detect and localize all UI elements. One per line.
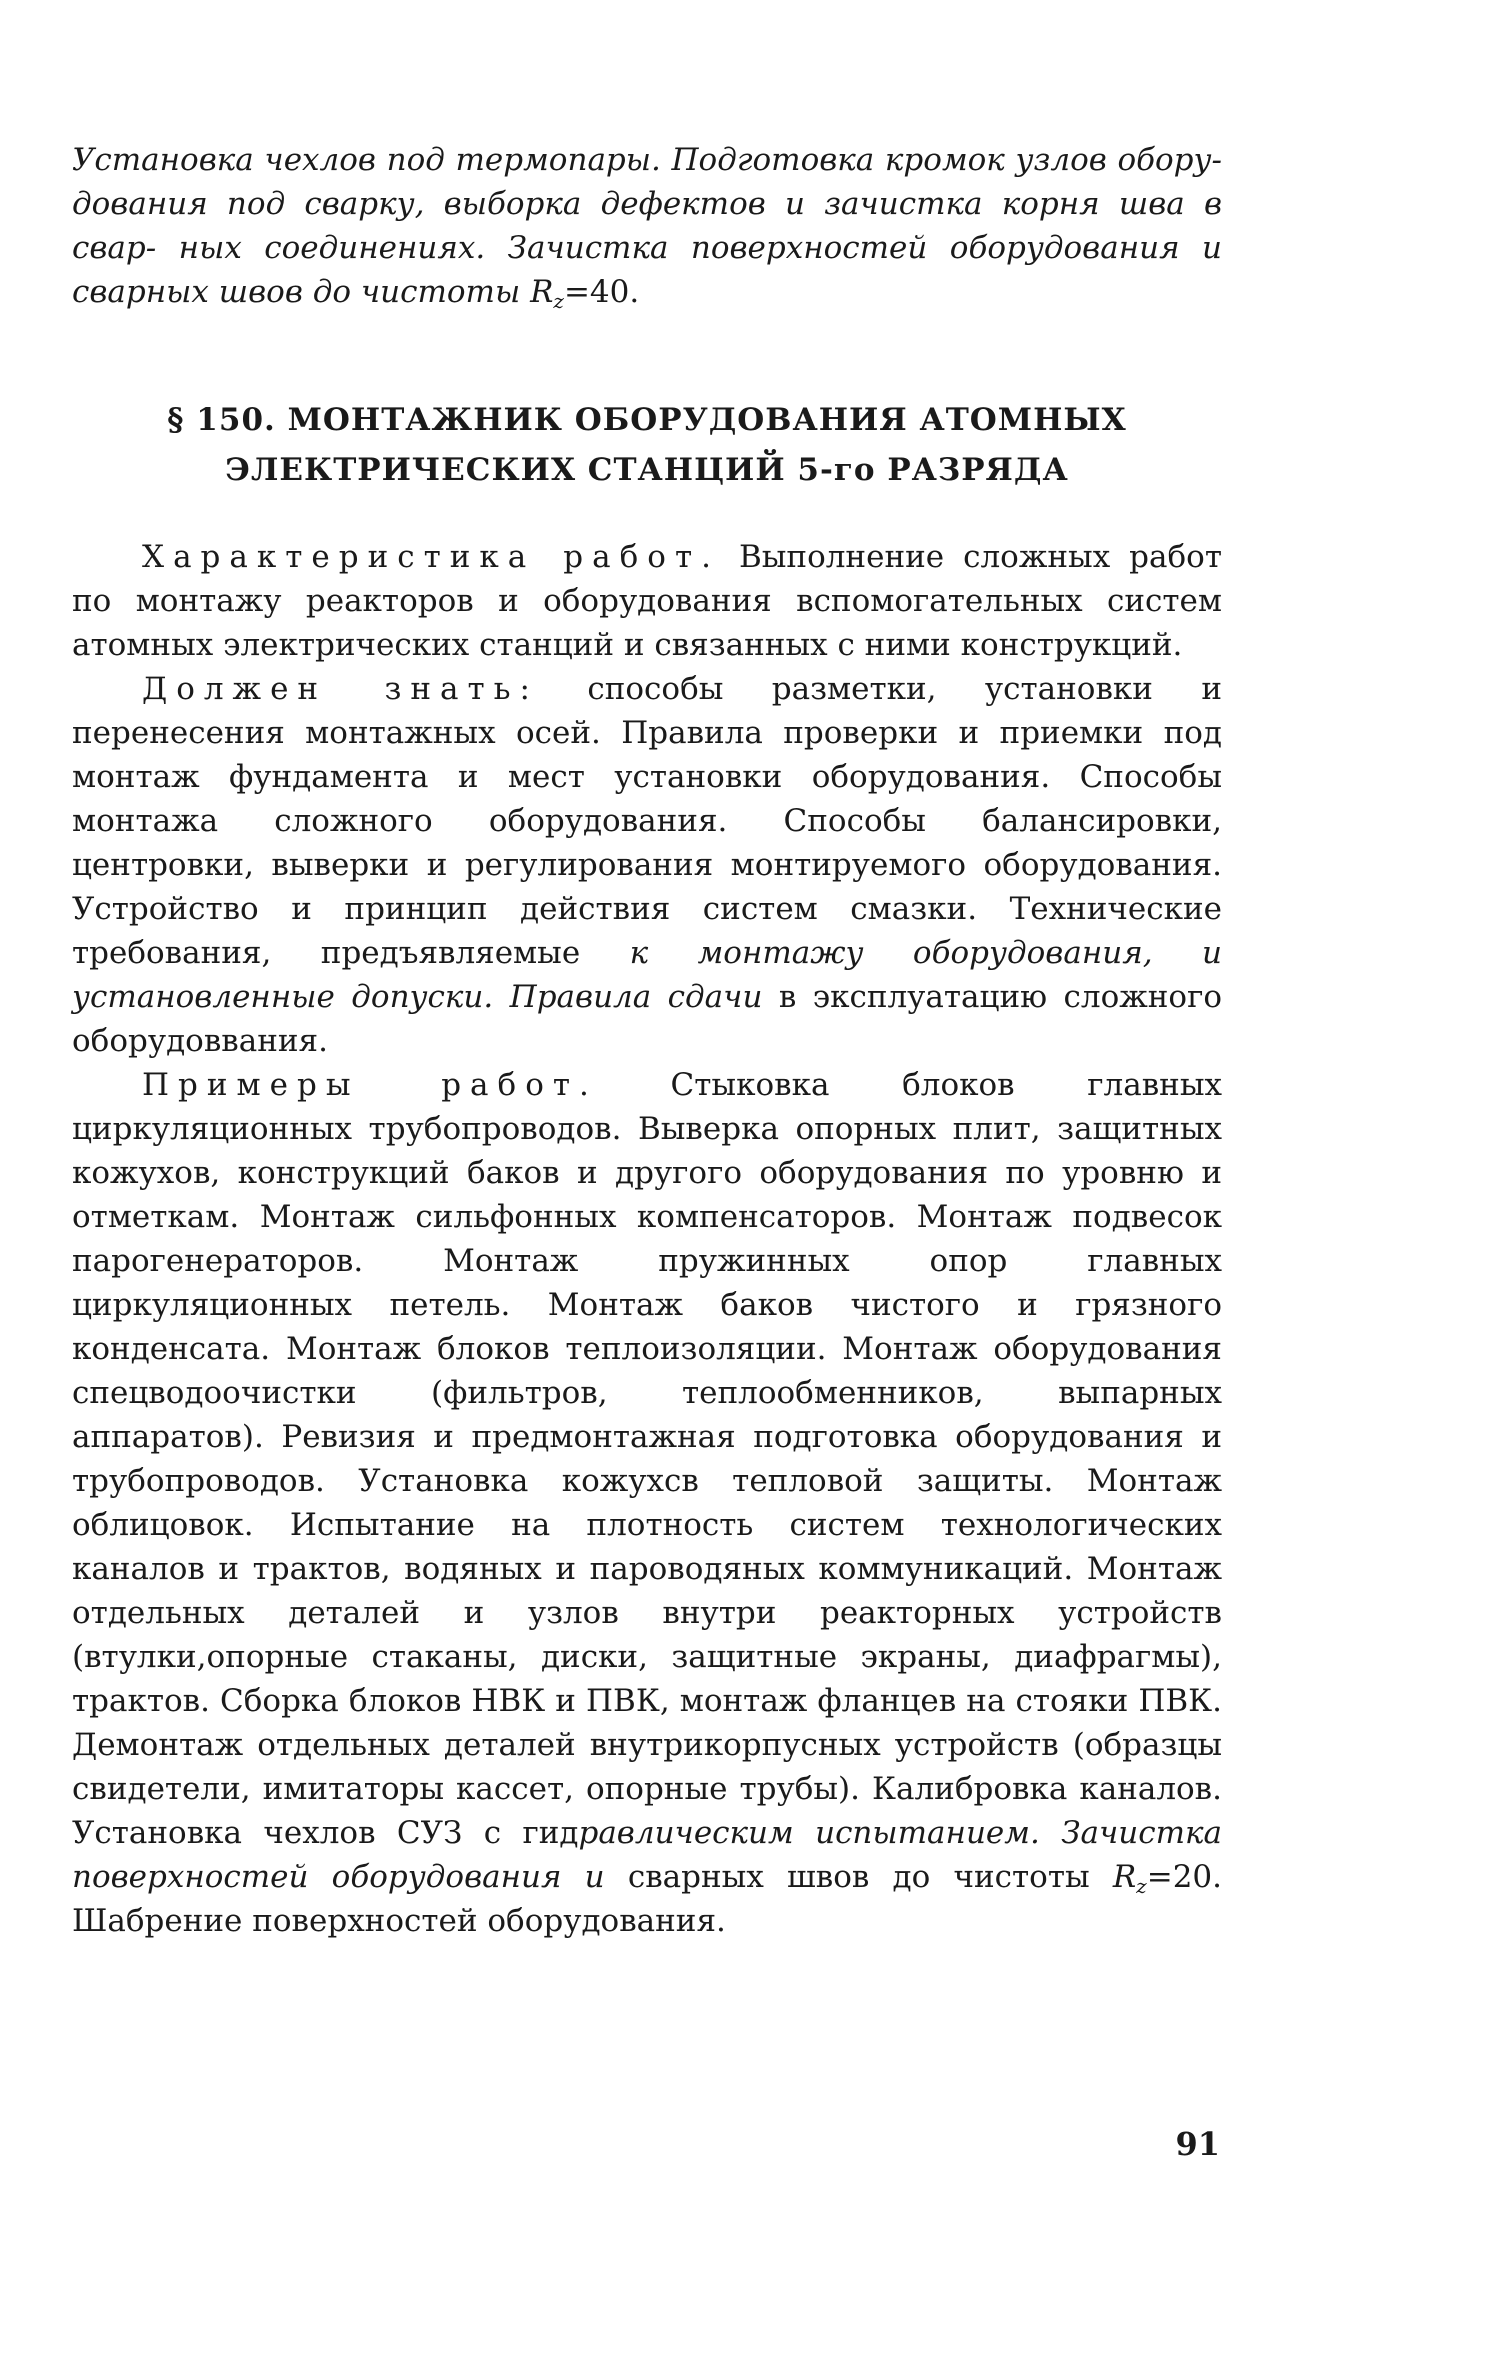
examples-label: Примеры работ.: [142, 1067, 598, 1103]
intro-line: Установка чехлов под термопары. Подготовка кромок узлов обору-: [72, 142, 1222, 178]
formula-value: =40.: [563, 274, 640, 310]
page-number: 91: [1175, 2125, 1220, 2163]
heading-line-1: § 150. МОНТАЖНИК ОБОРУДОВАНИЯ АТОМНЫХ: [167, 402, 1127, 438]
intro-line: дования под сварку, выборка дефектов и зачистка корня шва в свар-: [72, 186, 1222, 266]
examples-italic-text: равлическим испытанием. Зачистка поверхностей оборудования и: [72, 1815, 1222, 1895]
intro-line: ных соединениях. Зачистка поверхностей оборудования и сварных: [72, 230, 1223, 310]
examples-paragraph: [72, 1063, 1222, 1943]
characteristic-label: Характеристика работ.: [142, 539, 720, 575]
intro-paragraph: [72, 138, 1222, 314]
formula-variable: R: [1112, 1859, 1137, 1895]
formula-variable: R: [530, 274, 554, 310]
examples-text-after: сварных швов до чистоты: [604, 1859, 1113, 1895]
roughness-formula: [530, 274, 640, 313]
must-know-tail-text: в эксплуатацию сложного оборудоввания.: [72, 979, 1222, 1059]
characteristic-text: Выполнение сложных работ по монтажу реакторов и оборудования вспомогательных систем атомных электрических станций и связанных с ними конструкций.: [72, 539, 1222, 663]
must-know-paragraph: [72, 667, 1222, 1063]
intro-line: швов до чистоты: [218, 274, 531, 310]
must-know-label: Должен знать:: [142, 671, 539, 707]
examples-text-end: =20. Шабрение поверхностей оборудования.: [72, 1859, 1222, 1939]
must-know-italic-text: к монтажу оборудования, и установленные допуски. Правила сдачи: [72, 935, 1222, 1015]
section-body: [72, 535, 1222, 1943]
section-heading: [72, 395, 1222, 495]
formula-subscript: z: [553, 289, 564, 313]
characteristic-paragraph: [72, 535, 1222, 667]
examples-text: Стыковка блоков главных циркуляционных трубопроводов. Выверка опорных плит, защитных кожухов, конструкций баков и другого оборудования по уровню и отметкам. Монтаж сильфонных компенсаторов. Монтаж подвесок парогенераторов. Монтаж пружинных опор главных циркуляционных петель. Монтаж баков чистого и грязного конденсата. Монтаж блоков теплоизоляции. Монтаж оборудования спецводоочистки (фильтров, теплообменников, выпарных аппаратов). Ревизия и предмонтажная подготовка оборудования и трубопроводов. Установка кожухсв тепловой защиты. Монтаж облицовок. Испытание на плотность систем технологических каналов и трактов, водяных и пароводяных коммуникаций. Монтаж отдельных деталей и узлов внутри реакторных устройств (втулки,опорные стаканы, диски, защитные экраны, диафрагмы), трактов. Сборка блоков НВК и ПВК, монтаж фланцев на стояки ПВК. Демонтаж отдельных деталей внутрикорпусных устройств (образцы свидетели, имитаторы кассет, опорные трубы). Калибровка каналов. Установка чехлов СУЗ с гид: [72, 1067, 1222, 1851]
roughness-formula: [1112, 1859, 1147, 1898]
formula-subscript: z: [1136, 1874, 1147, 1898]
must-know-text: способы разметки, установки и перенесения монтажных осей. Правила проверки и приемки под монтаж фундамента и мест установки оборудования. Способы монтажа сложного оборудования. Способы балансировки, центровки, выверки и регулирования монтируемого оборудования. Устройство и принцип действия систем смазки. Технические требования, предъявляемые: [72, 671, 1222, 971]
heading-line-2: ЭЛЕКТРИЧЕСКИХ СТАНЦИЙ 5-го РАЗРЯДА: [225, 452, 1069, 488]
